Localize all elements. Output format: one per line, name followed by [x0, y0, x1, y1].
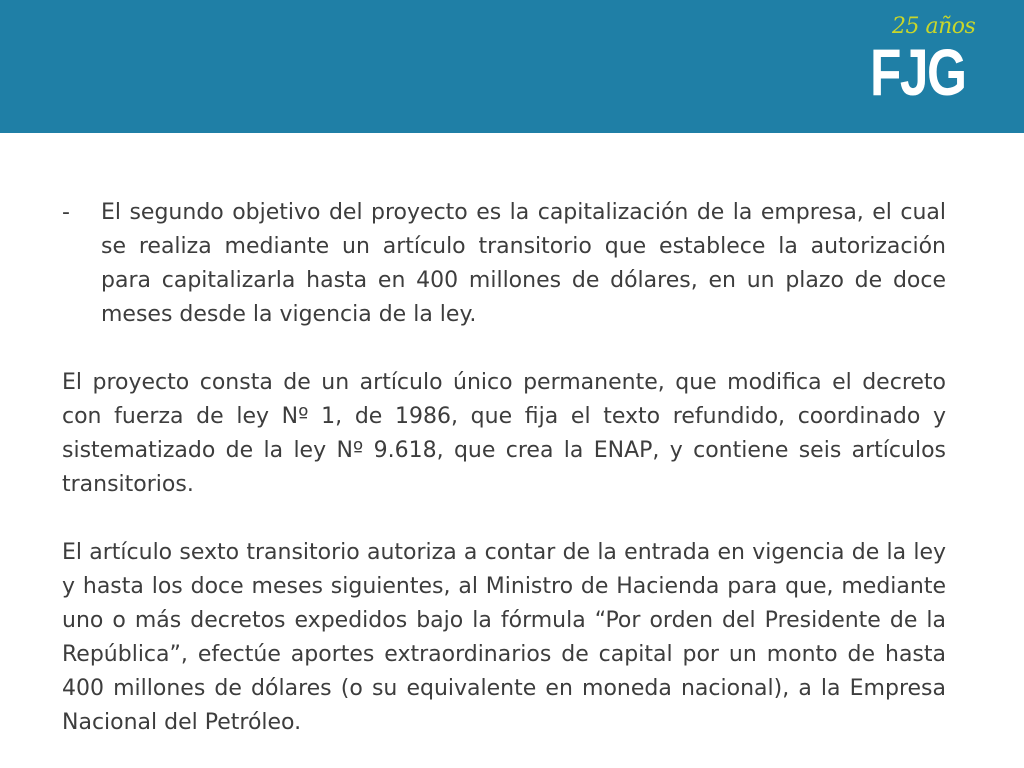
bullet-marker: - — [62, 200, 70, 225]
paragraph-sixth-article: El artículo sexto transitorio autoriza a contar de la entrada en vigencia de la ley y hasta los doce meses siguientes, al Ministro de Hacienda para que, mediante uno o más decretos expedidos bajo la fórmula “Por orden del Presidente de la República”, efectúe aportes extraordinarios de capital por un monto de hasta 400 millones de dólares (o su equivalente en moneda nacional), a la Empresa Nacional del Petróleo. — [62, 540, 946, 735]
logo-anniversary-text: 25 años — [892, 14, 976, 39]
bullet-item — [62, 196, 946, 332]
slide-body — [62, 196, 946, 740]
logo-mark-text: FJG — [870, 35, 966, 109]
fjg-logo — [870, 14, 976, 124]
bullet-text: El segundo objetivo del proyecto es la capitalización de la empresa, el cual se realiza mediante un artículo transitorio que establece la autorización para capitalizarla hasta en 400 millones de dólares, en un plazo de doce meses desde la vigencia de la ley. — [101, 200, 946, 327]
paragraph-project-structure: El proyecto consta de un artículo único permanente, que modifica el decreto con fuerza de ley Nº 1, de 1986, que fija el texto refundido, coordinado y sistematizado de la ley Nº 9.618, que crea la ENAP, y contiene seis artículos transitorios. — [62, 370, 946, 497]
